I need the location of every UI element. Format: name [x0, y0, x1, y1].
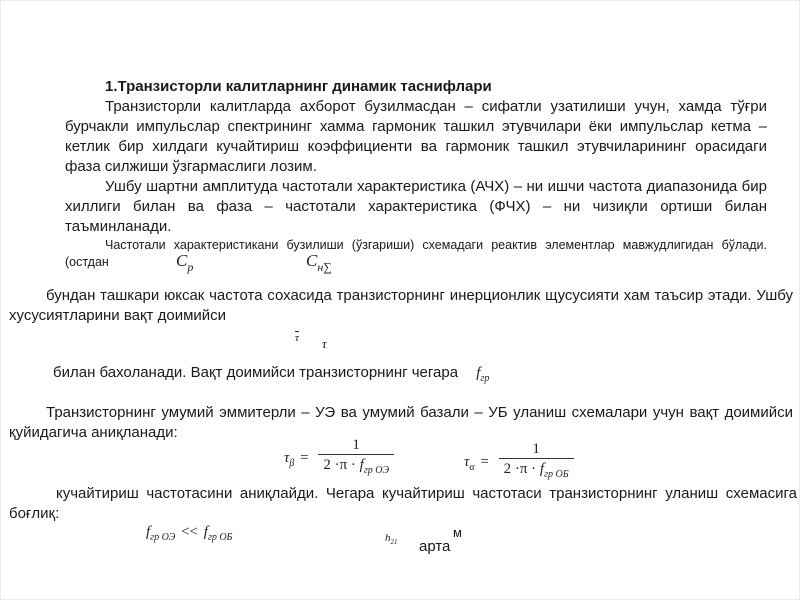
fgr-oe-symbol: f — [146, 524, 151, 540]
tau-beta-denominator — [318, 454, 394, 480]
paragraph-6: Транзисторнинг умумий эммитерли – УЭ ва умумий базали – УБ уланиш схемалари учун вақт доимийси қуйидагича аниқланади: — [9, 404, 793, 441]
tau-alpha-subscript: α — [469, 461, 475, 473]
formula-tau-beta — [284, 437, 394, 480]
fgr-oe-subscript: гр ОЭ — [150, 532, 176, 543]
formula-fgr-compare — [146, 524, 232, 543]
tau-beta-den-f: f — [359, 457, 364, 473]
h21-subscript: 21 — [390, 538, 398, 546]
tau-beta-fraction — [318, 437, 394, 480]
fgr-ob-symbol: f — [203, 524, 208, 540]
paragraph-4: бундан ташкари юксак частота сохасида транзисторнинг инерционлик щусусияти хам таъсир этади. Ушбу хусусиятларини вақт доимийси — [9, 287, 793, 324]
equals-sign: = — [480, 453, 489, 470]
formula-fgr — [476, 365, 490, 384]
page-title: 1.Транзисторли калитларнинг динамик таснифлари — [105, 78, 492, 95]
intro-block — [65, 77, 767, 271]
formula-tau-alpha — [464, 441, 574, 484]
cn-symbol: C — [306, 251, 318, 270]
tau-beta-den-sub: гр ОЭ — [363, 465, 389, 476]
tau-alpha-fraction — [499, 441, 574, 484]
cn-subscript: н∑ — [317, 260, 332, 274]
fragment-arta: арта — [419, 538, 451, 555]
tau-alpha-numerator: 1 — [532, 441, 540, 457]
paragraph-1: Транзисторли калитларда ахборот бузилмасдан – сифатли узатилиши учун, хамда тўғри бурчакли импульслар спектрининг хамма гармоник ташкил этувчилари ёки импульслар кетма – кетлик бир хилдаги кучайтириш коэффициенти ва гармоник ташкил этувчиларининг орасидаги фаза силжиши ўзгармаслиги лозим. — [65, 98, 767, 175]
much-less-than-sign: << — [181, 524, 199, 540]
tau-beta-symbol: τ — [284, 449, 290, 466]
h21-symbol: h — [385, 532, 391, 544]
fragment-m: м — [453, 525, 462, 540]
formula-cn — [306, 251, 332, 275]
tau-fragment-1: $\overline{\tau}$ — [295, 332, 299, 344]
paragraph-3: Частотали характеристикани бузилиши (ўзгариши) схемадаги реактив элементлар мавжудлигидан бўлади. (остдан — [65, 238, 767, 269]
tau-fragment-2: τ — [322, 336, 327, 351]
equals-sign: = — [300, 449, 309, 466]
tau-alpha-den-f: f — [539, 461, 545, 477]
formula-cp — [176, 251, 193, 275]
tau-alpha-den-pre: 2 ·π · — [503, 461, 537, 477]
cp-subscript: p — [187, 260, 194, 274]
formula-h21 — [385, 532, 398, 546]
tau-beta-subscript: β — [289, 457, 295, 469]
fgr-subscript: гр — [480, 373, 490, 384]
tau-beta-numerator: 1 — [352, 437, 360, 453]
paragraph-5 — [9, 363, 793, 389]
paragraph-5-text: билан бахоланади. Вақт доимийси транзисторнинг чегара — [53, 364, 459, 381]
tau-beta-den-pre: 2 ·π · — [323, 457, 356, 473]
cp-symbol: C — [176, 251, 188, 270]
fgr-ob-subscript: гр ОБ — [207, 532, 233, 543]
fgr-symbol: f — [476, 365, 481, 381]
paragraph-2: Ушбу шартни амплитуда частотали характеристика (АЧХ) – ни ишчи частота диапазонида бир хиллиги билан ва фаза – частотали характеристика (ФЧХ) – ни чизиқли ортиши билан таъминланади. — [65, 178, 767, 235]
tau-alpha-denominator — [499, 458, 574, 484]
tau-alpha-symbol: τ — [464, 453, 470, 470]
tau-alpha-den-sub: гр ОБ — [544, 469, 569, 480]
paragraph-7: кучайтириш частотасини аниқлайди. Чегара кучайтириш частотаси транзисторнинг уланиш схемасига боғлиқ: — [9, 485, 797, 522]
